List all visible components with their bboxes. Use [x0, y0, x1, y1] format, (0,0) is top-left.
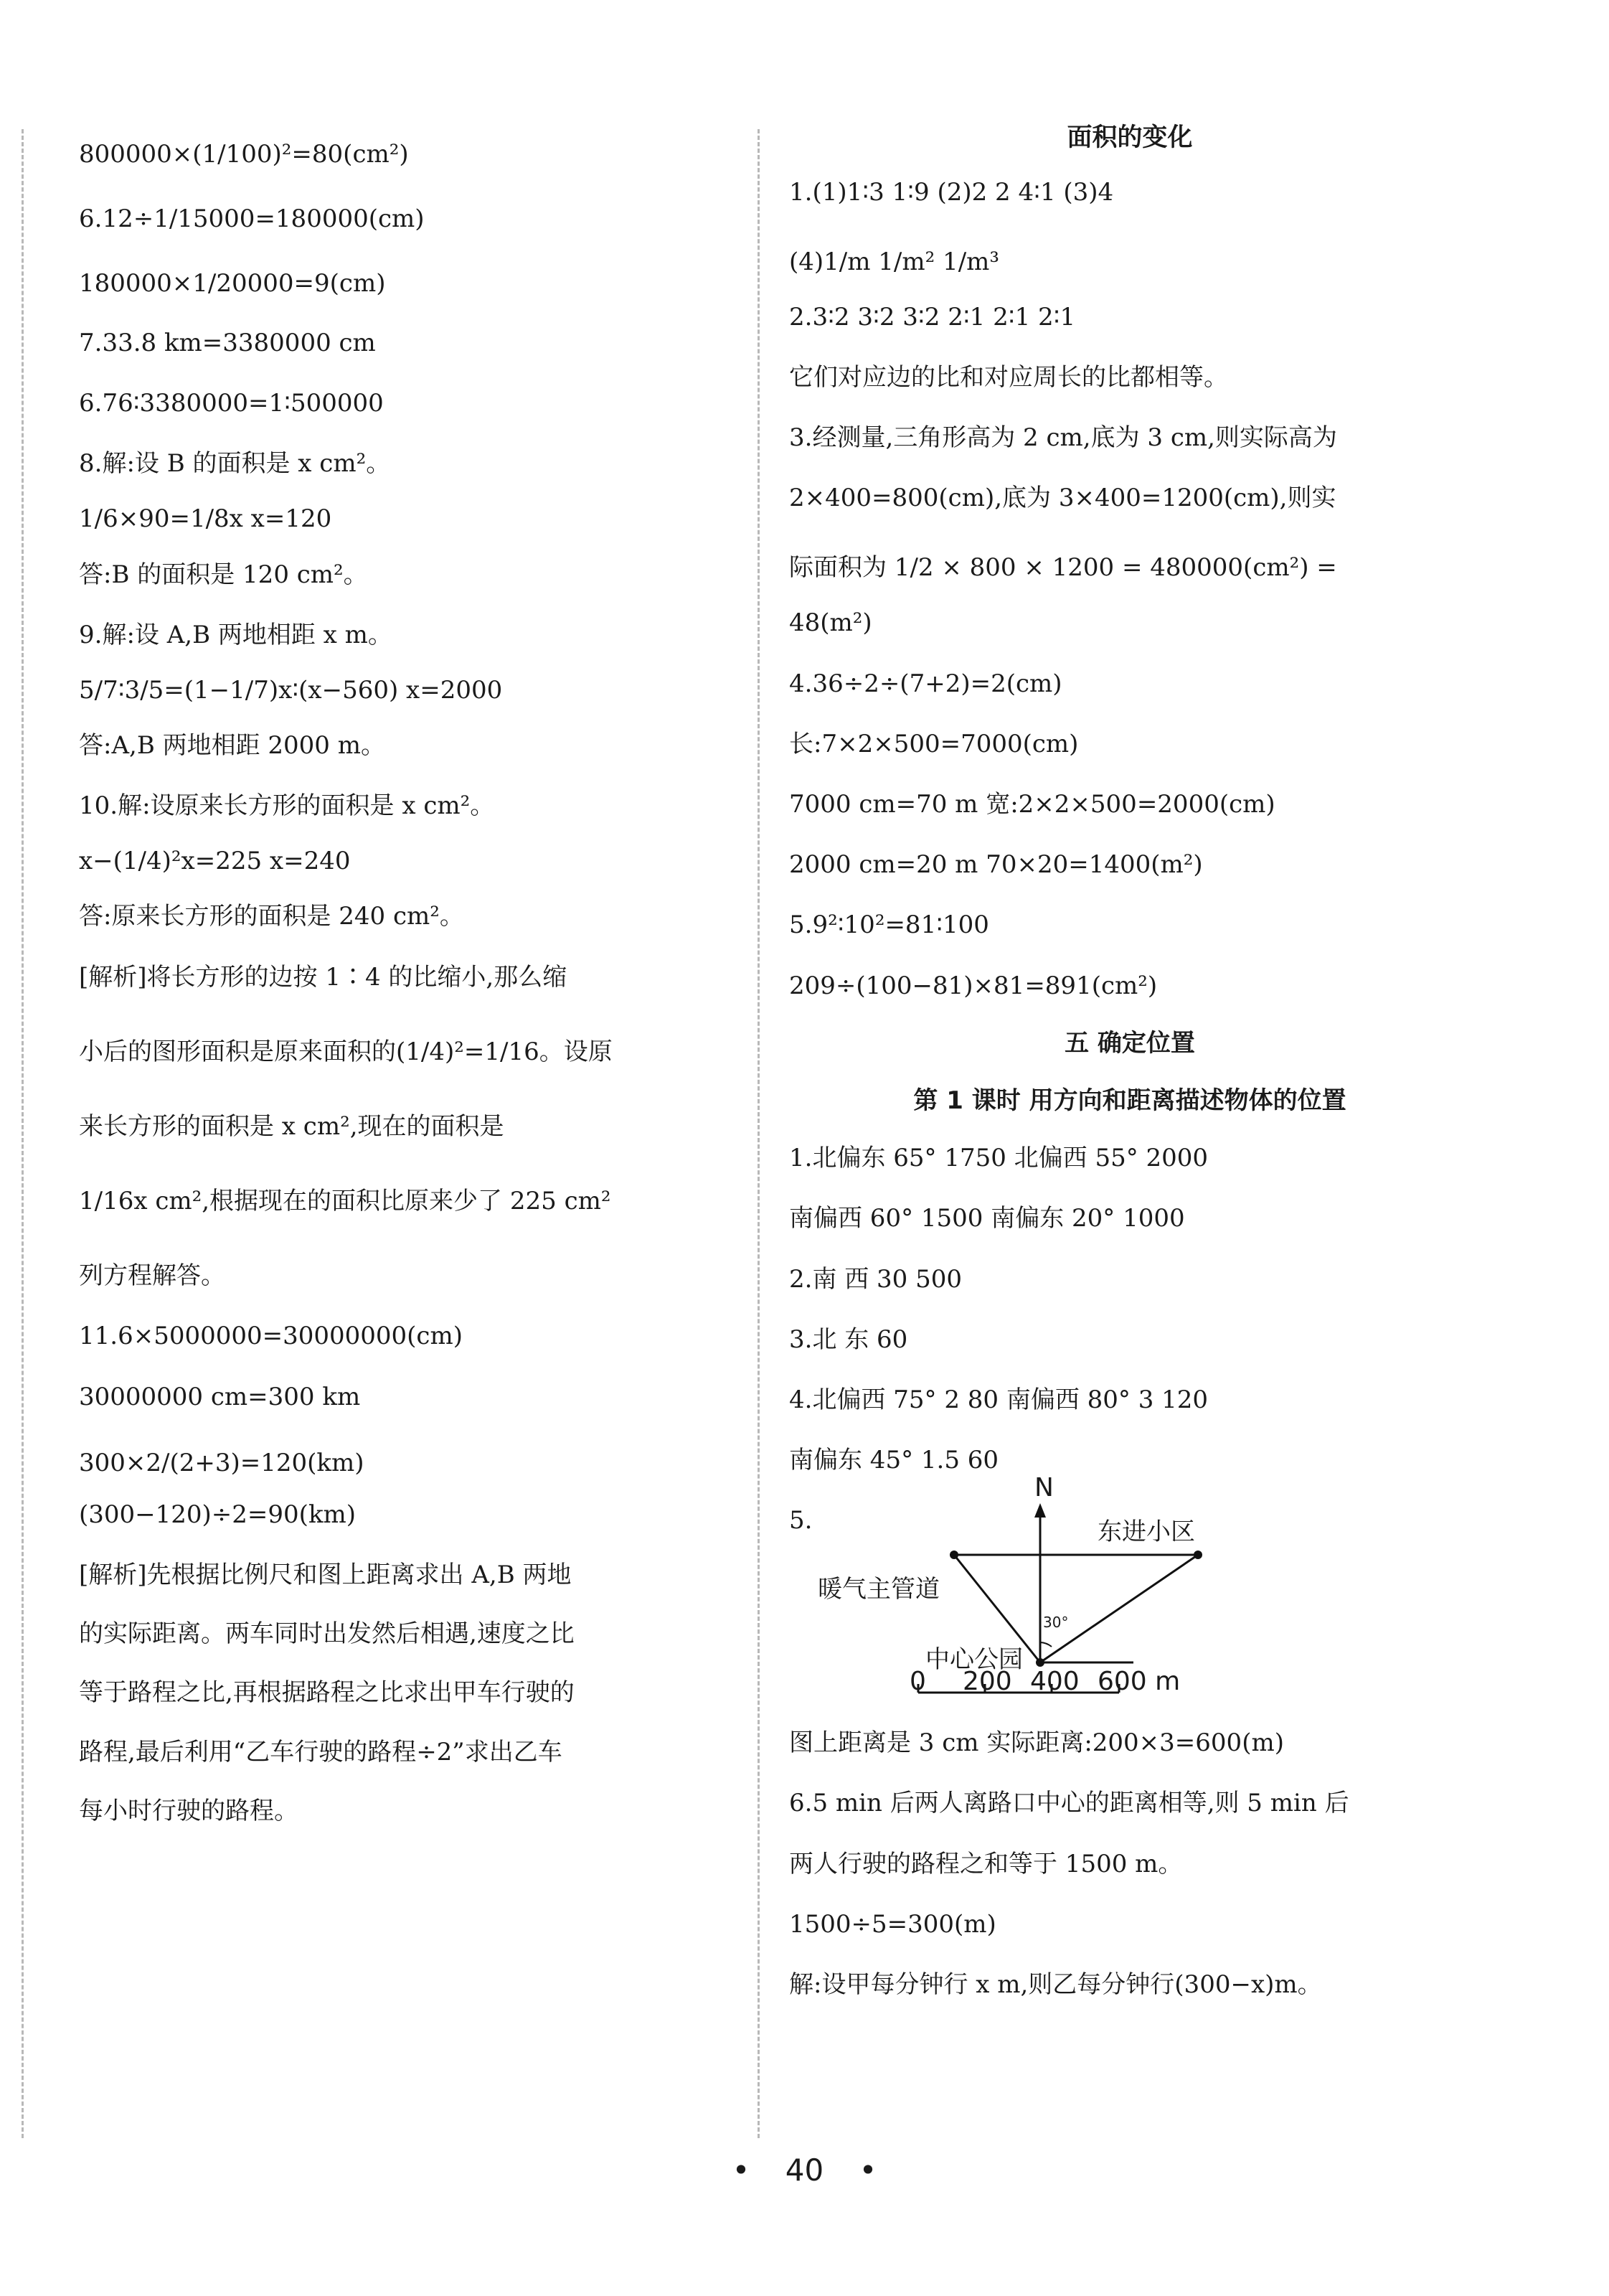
scale-label-600: 600 m — [1098, 1667, 1181, 1697]
question-number: 5. — [789, 1506, 813, 1535]
left-column — [79, 122, 746, 1827]
answer-line: 答:原来长方形的面积是 240 cm²。 — [79, 902, 464, 931]
angle-arc — [1040, 1642, 1052, 1647]
route-to-community — [1040, 1555, 1198, 1662]
answer-line: 10.解:设原来长方形的面积是 x cm²。 — [79, 791, 495, 821]
answer-line: 300×2/(2+3)=120(km) — [79, 1448, 364, 1477]
position-diagram — [789, 1473, 1471, 1713]
angle-label: 30° — [1043, 1614, 1069, 1632]
answer-line: x−(1/4)²x=225 x=240 — [79, 847, 351, 876]
scale-label-400: 400 — [1030, 1667, 1080, 1697]
pipe-label: 暖气主管道 — [818, 1575, 940, 1604]
page-number: 40 — [785, 2152, 824, 2188]
answer-line: 5/7∶3/5=(1−1/7)x∶(x−560) x=2000 — [79, 675, 503, 705]
answer-line: 2.3∶2 3∶2 3∶2 2∶1 2∶1 2∶1 — [789, 302, 1076, 331]
pipe-point — [950, 1551, 958, 1559]
answer-line: 2000 cm=20 m 70×20=1400(m²) — [789, 850, 1203, 880]
answer-line: 11.6×5000000=30000000(cm) — [79, 1322, 463, 1351]
park-label: 中心公园 — [925, 1645, 1023, 1675]
community-point — [1194, 1551, 1202, 1559]
answer-line: (300−120)÷2=90(km) — [79, 1500, 357, 1529]
right-column — [789, 122, 1471, 2000]
answer-line: 答:B 的面积是 120 cm²。 — [79, 560, 368, 589]
answer-line: 1/6×90=1/8x x=120 — [79, 504, 332, 534]
analysis-line: 等于路程之比,再根据路程之比求出甲车行驶的 — [79, 1678, 575, 1708]
analysis-line: 的实际距离。两车同时出发然后相遇,速度之比 — [79, 1619, 575, 1649]
analysis-line: [解析]将长方形的边按 1∶4 的比缩小,那么缩 — [79, 962, 567, 992]
answer-line: 30000000 cm=300 km — [79, 1382, 361, 1411]
section-heading: 面积的变化 — [1067, 123, 1193, 152]
analysis-line: 1/16x cm²,根据现在的面积比原来少了 225 cm² — [79, 1187, 611, 1216]
unit-heading: 五 确定位置 — [1065, 1028, 1195, 1058]
answer-line: 它们对应边的比和对应周长的比都相等。 — [789, 362, 1228, 392]
analysis-line: [解析]先根据比例尺和图上距离求出 A,B 两地 — [79, 1561, 572, 1589]
page-footer — [0, 2152, 1609, 2188]
analysis-line: 小后的图形面积是原来面积的(1/4)²=1/16。设原 — [79, 1037, 613, 1066]
north-arrow-icon — [1034, 1503, 1046, 1518]
answer-line: 图上距离是 3 cm 实际距离:200×3=600(m) — [789, 1728, 1284, 1758]
answer-line: 1.(1)1∶3 1∶9 (2)2 2 4∶1 (3)4 — [789, 177, 1114, 207]
answer-line: 两人行驶的路程之和等于 1500 m。 — [789, 1849, 1183, 1878]
footer-dot: • — [732, 2152, 750, 2188]
analysis-line: 每小时行驶的路程。 — [79, 1796, 298, 1825]
north-label: N — [1034, 1473, 1054, 1503]
answer-line: 6.76∶3380000=1∶500000 — [79, 389, 384, 418]
answer-line: 209÷(100−81)×81=891(cm²) — [789, 971, 1158, 1000]
analysis-line: 来长方形的面积是 x cm²,现在的面积是 — [79, 1111, 504, 1141]
answer-line: 3.经测量,三角形高为 2 cm,底为 3 cm,则实际高为 — [789, 423, 1337, 453]
answer-line: 南偏东 45° 1.5 60 — [789, 1446, 999, 1475]
scale-label-0: 0 — [910, 1667, 926, 1697]
lesson-heading: 第 1 课时 用方向和距离描述物体的位置 — [913, 1086, 1346, 1115]
answer-line: 3.北 东 60 — [789, 1325, 908, 1354]
park-point — [1036, 1658, 1044, 1667]
scale-label-200: 200 — [963, 1667, 1012, 1697]
left-margin-divider — [22, 129, 24, 2138]
answer-line: 2.南 西 30 500 — [789, 1264, 963, 1294]
answer-line: (4)1/m 1/m² 1/m³ — [789, 247, 1000, 276]
answer-line: 4.北偏西 75° 2 80 南偏西 80° 3 120 — [789, 1385, 1209, 1414]
column-divider — [758, 129, 760, 2138]
answer-line: 1.北偏东 65° 1750 北偏西 55° 2000 — [789, 1144, 1209, 1173]
answer-line: 际面积为 1/2 × 800 × 1200 = 480000(cm²) = — [789, 553, 1337, 583]
answer-line: 5.9²∶10²=81∶100 — [789, 911, 989, 940]
community-label: 东进小区 — [1098, 1518, 1195, 1547]
answer-line: 8.解:设 B 的面积是 x cm²。 — [79, 449, 391, 479]
answer-line: 9.解:设 A,B 两地相距 x m。 — [79, 620, 392, 649]
footer-dot: • — [859, 2152, 877, 2188]
answer-line: 2×400=800(cm),底为 3×400=1200(cm),则实 — [789, 484, 1336, 513]
answer-line: 4.36÷2÷(7+2)=2(cm) — [789, 669, 1062, 698]
answer-line: 180000×1/20000=9(cm) — [79, 268, 386, 298]
answer-line: 南偏西 60° 1500 南偏东 20° 1000 — [789, 1204, 1185, 1233]
answer-line: 6.5 min 后两人离路口中心的距离相等,则 5 min 后 — [789, 1789, 1349, 1818]
answer-line: 6.12÷1/15000=180000(cm) — [79, 204, 425, 233]
answer-line: 7.33.8 km=3380000 cm — [79, 329, 376, 357]
answer-line: 1500÷5=300(m) — [789, 1909, 996, 1939]
answer-line: 800000×(1/100)²=80(cm²) — [79, 139, 409, 169]
answer-line: 48(m²) — [789, 608, 872, 638]
answer-line: 答:A,B 两地相距 2000 m。 — [79, 730, 385, 760]
answer-line: 解:设甲每分钟行 x m,则乙每分钟行(300−x)m。 — [789, 1970, 1322, 1999]
answer-line: 7000 cm=70 m 宽:2×2×500=2000(cm) — [789, 790, 1275, 819]
analysis-line: 路程,最后利用“乙车行驶的路程÷2”求出乙车 — [79, 1737, 562, 1766]
analysis-line: 列方程解答。 — [79, 1261, 225, 1291]
answer-line: 长:7×2×500=7000(cm) — [789, 729, 1079, 758]
